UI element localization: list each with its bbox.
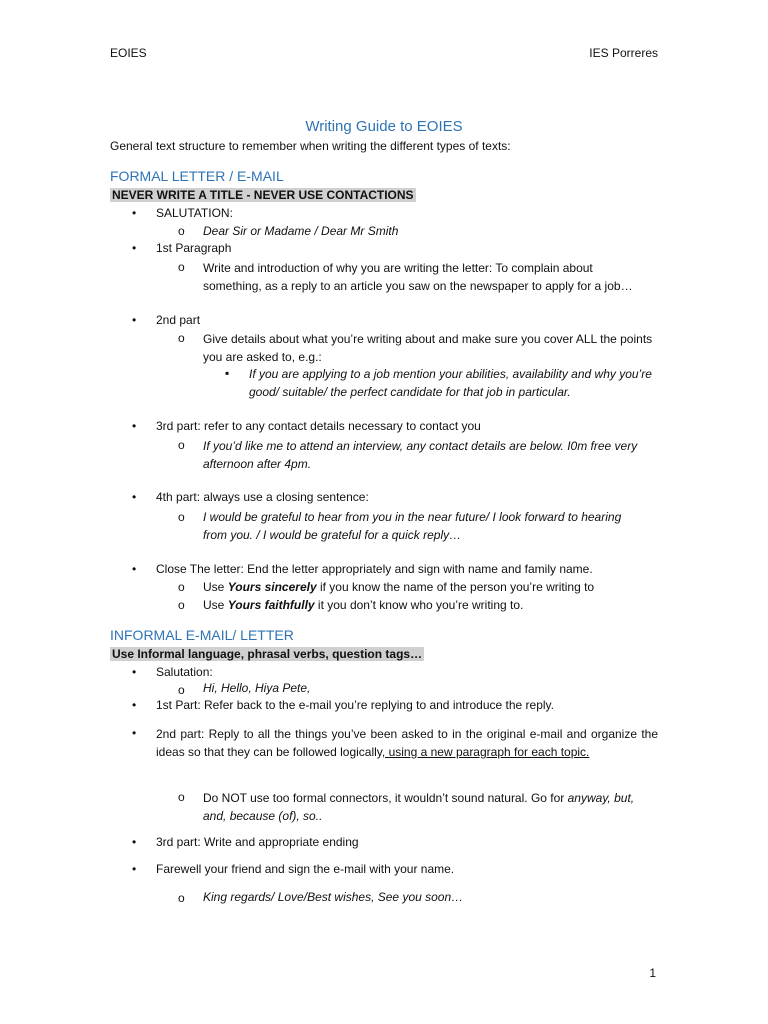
bullet-icon: • [132,490,137,504]
formal-close: Close The letter: End the letter appropriately and sign with name and family name. [156,562,593,576]
circle-bullet-icon: o [178,438,185,452]
informal-p4: Farewell your friend and sign the e-mail with your name. [156,862,455,876]
close-a-suffix: if you know the name of the person you’re writing to [316,580,595,594]
informal-rule [110,647,424,661]
informal-rule-text: Use Informal language, phrasal verbs, question tags… [112,647,423,661]
informal-p4-example: King regards/ Love/Best wishes, See you soon… [203,890,464,904]
informal-p2-sub [203,789,659,825]
formal-rule [110,188,416,202]
intro-text: General text structure to remember when writing the different types of texts: [110,139,511,153]
close-b-emphasis: Yours faithfully [227,598,315,612]
circle-bullet-icon: o [178,891,185,905]
circle-bullet-icon: o [178,331,185,345]
page-title: Writing Guide to EOIES [305,118,463,135]
circle-bullet-icon: o [178,260,185,274]
formal-p2-label: 2nd part [156,313,201,327]
informal-p3: 3rd part: Write and appropriate ending [156,835,359,849]
formal-p2-example: If you are applying to a job mention your abilities, availability and why you’re good/ suitable/ the perfect candidate for that job in particular. [249,367,652,399]
header-left: EOIES [110,46,147,60]
header-right: IES Porreres [589,46,658,60]
informal-p2-sub-text: Do NOT use too formal connectors, it wouldn’t sound natural. Go for [203,791,568,805]
formal-rule-text: NEVER WRITE A TITLE - NEVER USE CONTACTIONS [112,188,414,202]
formal-p1-label: 1st Paragraph [156,241,232,255]
bullet-icon: • [132,241,137,255]
bullet-icon: • [132,835,137,849]
circle-bullet-icon: o [178,790,185,804]
bullet-icon: • [132,206,137,220]
formal-p3-label: 3rd part: refer to any contact details necessary to contact you [156,419,481,433]
informal-p2-underlined: , using a new paragraph for each topic. [381,745,590,759]
informal-p2-sub-emphasis: anyway, but, and, because (of), so.. [203,791,635,823]
informal-heading: INFORMAL E-MAIL/ LETTER [110,627,294,643]
bullet-icon: • [132,419,137,433]
square-bullet-icon: ▪ [225,366,230,380]
formal-close-faithfully [203,598,523,612]
formal-close-sincerely [203,580,594,594]
bullet-icon: • [132,562,137,576]
formal-heading: FORMAL LETTER / E-MAIL [110,168,284,184]
informal-salutation-example: Hi, Hello, Hiya Pete, [203,681,311,695]
formal-salutation: SALUTATION: [156,206,233,220]
circle-bullet-icon: o [178,683,185,697]
informal-salutation: Salutation: [156,665,213,679]
informal-p2 [156,725,658,761]
close-a-prefix: Use [203,580,228,594]
formal-p4-example: I would be grateful to hear from you in the near future/ I look forward to hearing from you. / I would be grateful for a quick reply… [203,510,622,542]
formal-salutation-example: Dear Sir or Madame / Dear Mr Smith [203,224,399,238]
circle-bullet-icon: o [178,224,185,238]
circle-bullet-icon: o [178,598,185,612]
bullet-icon: • [132,665,137,679]
close-b-prefix: Use [203,598,228,612]
circle-bullet-icon: o [178,510,185,524]
bullet-icon: • [132,698,137,712]
formal-p2-text: Give details about what you’re writing about and make sure you cover ALL the points you are asked to, e.g.: [203,332,653,364]
circle-bullet-icon: o [178,580,185,594]
bullet-icon: • [132,313,137,327]
bullet-icon: • [132,862,137,876]
bullet-icon: • [132,726,137,740]
informal-p1: 1st Part: Refer back to the e-mail you’re replying to and introduce the reply. [156,698,554,712]
formal-p4-label: 4th part: always use a closing sentence: [156,490,369,504]
formal-p3-example: If you’d like me to attend an interview, any contact details are below. I0m free very afternoon after 4pm. [203,439,638,471]
formal-p1-text: Write and introduction of why you are writing the letter: To complain about something, as a reply to an article you saw on the newspaper to apply for a job… [203,261,633,293]
page-number: 1 [649,966,656,980]
informal-p2-text: 2nd part: Reply to all the things you’ve been asked to in the original e-mail and organize the ideas so that they can be followed logically [156,727,658,759]
close-a-emphasis: Yours sincerely [227,580,317,594]
close-b-suffix: it you don’t know who you’re writing to. [314,598,524,612]
